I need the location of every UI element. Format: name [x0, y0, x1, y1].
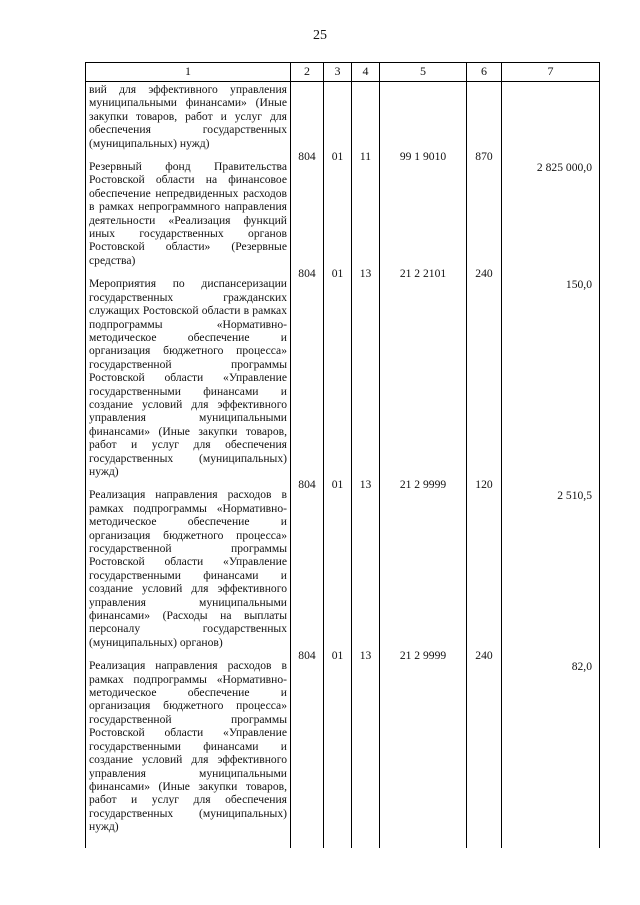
spacer-cell [467, 834, 502, 848]
table-row [86, 82, 600, 151]
expense-type-code: 240 [467, 267, 502, 478]
ministry-code: 804 [291, 478, 324, 649]
table-row [86, 649, 600, 833]
table-row [86, 150, 600, 267]
section-code: 01 [324, 267, 352, 478]
target-article-code [380, 82, 467, 151]
target-article-code: 21 2 9999 [380, 478, 467, 649]
target-article-code: 21 2 9999 [380, 649, 467, 833]
section-code: 01 [324, 150, 352, 267]
ministry-code [291, 82, 324, 151]
table-bottom-spacer [86, 834, 600, 848]
expense-description: Реализация направления расходов в рамках подпрограммы «Нормативно-методическое обеспечение и организация бюджетного процесса» государственной программы Ростовской области «Управление государственными финансами и создание условий для эффективного управления муниципальными финансами» (Иные закупки товаров, работ и услуг для обеспечения государственных (муниципальных) нужд) [86, 649, 291, 833]
expense-description: Мероприятия по диспансеризации государственных гражданских служащих Ростовской области в рамках подпрограммы «Нормативно-методическое обеспечение и организация бюджетного процесса» государственной программы Ростовской области «Управление государственными финансами и создание условий для эффективного управления муниципальными финансами» (Иные закупки товаров, работ и услуг для обеспечения государственных (муниципальных) нужд) [86, 267, 291, 478]
expense-description: Реализация направления расходов в рамках подпрограммы «Нормативно-методическое обеспечение и организация бюджетного процесса» государственной программы Ростовской области «Управление государственными финансами и создание условий для эффективного управления муниципальными финансами» (Расходы на выплаты персоналу государственных (муниципальных) органов) [86, 478, 291, 649]
spacer-cell [380, 834, 467, 848]
spacer-cell [86, 834, 291, 848]
ministry-code: 804 [291, 267, 324, 478]
subsection-code: 11 [352, 150, 380, 267]
expense-description: вий для эффективного управления муниципальными финансами» (Иные закупки товаров, работ и услуг для обеспечения государственных (муниципальных) нужд) [86, 82, 291, 151]
expense-type-code [467, 82, 502, 151]
subsection-code: 13 [352, 478, 380, 649]
expense-type-code: 870 [467, 150, 502, 267]
column-header: 6 [467, 63, 502, 82]
ministry-code: 804 [291, 150, 324, 267]
spacer-cell [502, 834, 600, 848]
amount: 82,0 [502, 649, 600, 833]
budget-table [85, 62, 600, 848]
column-header: 7 [502, 63, 600, 82]
table-row [86, 478, 600, 649]
subsection-code: 13 [352, 267, 380, 478]
amount [502, 82, 600, 151]
amount: 150,0 [502, 267, 600, 478]
section-code [324, 82, 352, 151]
ministry-code: 804 [291, 649, 324, 833]
expense-type-code: 120 [467, 478, 502, 649]
spacer-cell [352, 834, 380, 848]
column-header: 2 [291, 63, 324, 82]
column-header: 5 [380, 63, 467, 82]
spacer-cell [324, 834, 352, 848]
expense-description: Резервный фонд Правительства Ростовской области на финансовое обеспечение непредвиденных расходов в рамках непрограммного направления деятельности «Реализация функций иных государственных органов Ростовской области» (Резервные средства) [86, 150, 291, 267]
expense-type-code: 240 [467, 649, 502, 833]
subsection-code: 13 [352, 649, 380, 833]
section-code: 01 [324, 649, 352, 833]
column-header: 1 [86, 63, 291, 82]
column-header: 4 [352, 63, 380, 82]
column-number-header [86, 63, 600, 82]
subsection-code [352, 82, 380, 151]
target-article-code: 99 1 9010 [380, 150, 467, 267]
amount: 2 510,5 [502, 478, 600, 649]
page-number: 25 [313, 28, 327, 43]
target-article-code: 21 2 2101 [380, 267, 467, 478]
amount: 2 825 000,0 [502, 150, 600, 267]
section-code: 01 [324, 478, 352, 649]
spacer-cell [291, 834, 324, 848]
column-header: 3 [324, 63, 352, 82]
table-row [86, 267, 600, 478]
